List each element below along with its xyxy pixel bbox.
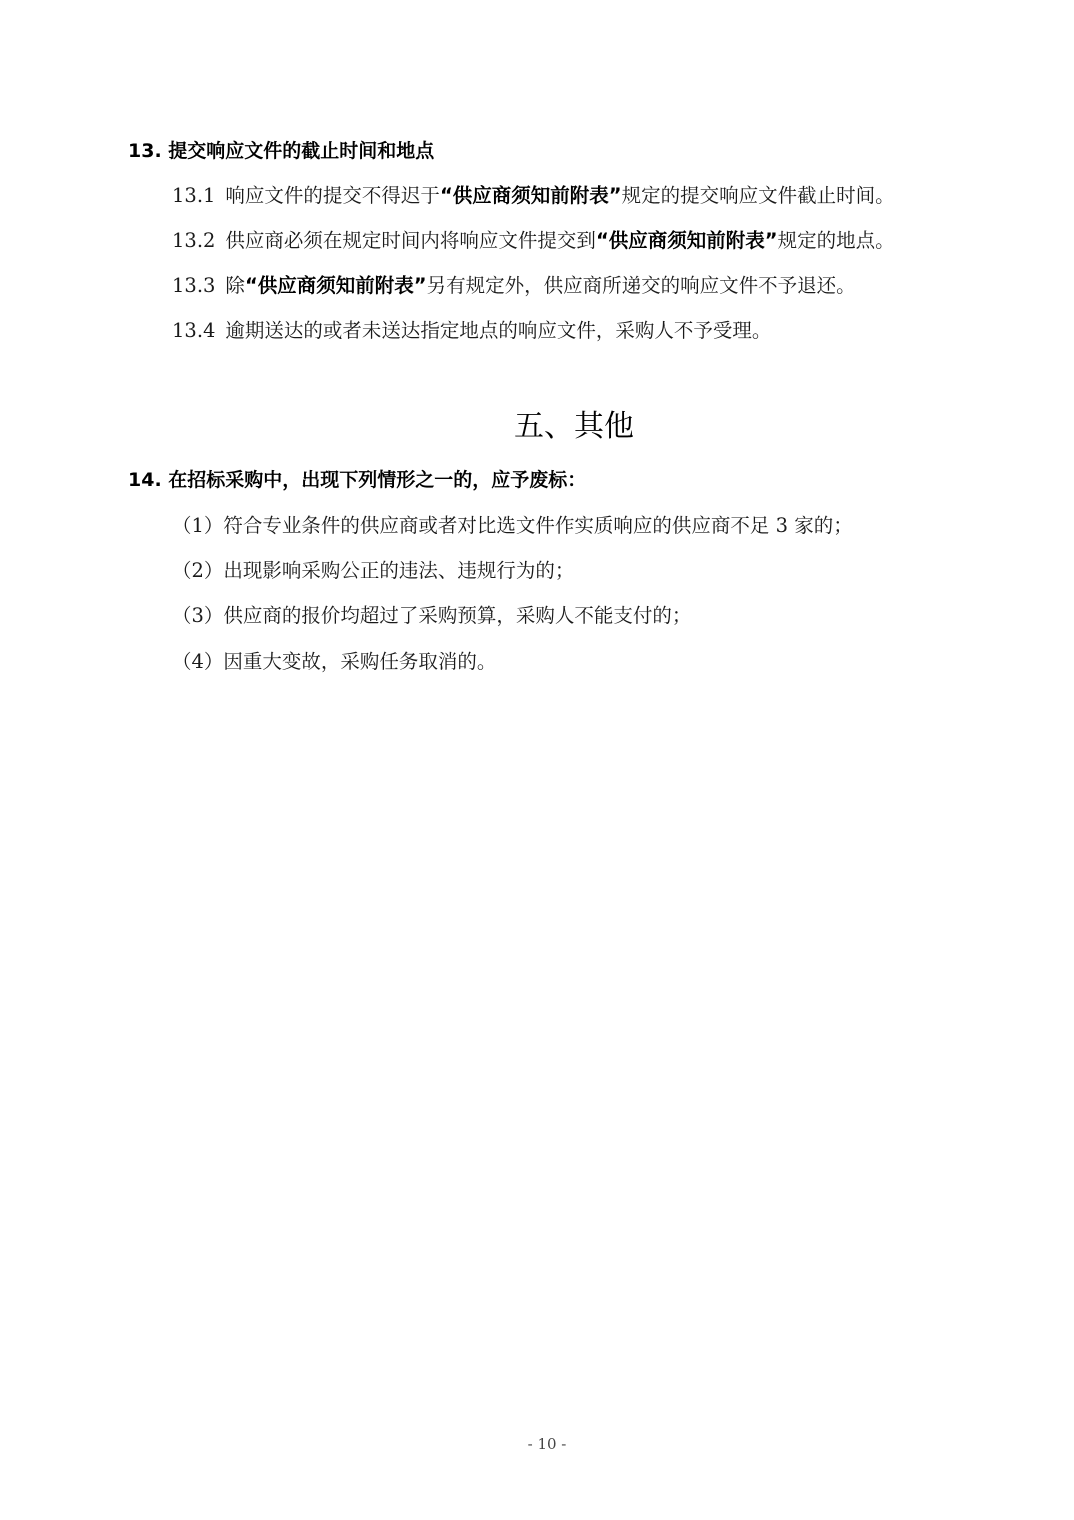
clause-text: 另有规定外，供应商所递交的响应文件不予退还。 [426,274,856,297]
section-13-heading: 13. 提交响应文件的截止时间和地点 [128,140,435,162]
clause-text: 除 [225,274,245,297]
section-title: 五、其他 [514,409,634,444]
list-item: （1）符合专业条件的供应商或者对比选文件作实质响应的供应商不足 3 家的； [172,514,853,537]
clause-13-3 [172,274,856,298]
clause-emphasis: “供应商须知前附表” [595,229,778,252]
clause-text: 规定的提交响应文件截止时间。 [621,184,895,207]
list-item: （3）供应商的报价均超过了采购预算，采购人不能支付的； [172,604,692,627]
clause-text: 响应文件的提交不得迟于 [225,184,440,207]
clause-13-4 [172,319,771,343]
clause-number: 13.3 [172,274,216,297]
clause-emphasis: “供应商须知前附表” [244,274,427,297]
clause-emphasis: “供应商须知前附表” [439,184,622,207]
list-item: （4）因重大变故，采购任务取消的。 [172,650,497,673]
clause-13-2 [172,229,895,253]
page-number: - 10 - [527,1435,567,1453]
clause-number: 13.1 [172,184,216,207]
section-14-heading: 14. 在招标采购中，出现下列情形之一的，应予废标： [128,469,587,491]
clause-text: 供应商必须在规定时间内将响应文件提交到 [225,229,596,252]
clause-13-1 [172,184,895,208]
clause-number: 13.4 [172,319,216,342]
list-item: （2）出现影响采购公正的违法、违规行为的； [172,559,575,582]
clause-text: 逾期送达的或者未送达指定地点的响应文件，采购人不予受理。 [225,319,772,342]
clause-number: 13.2 [172,229,216,252]
clause-text: 规定的地点。 [777,229,895,252]
